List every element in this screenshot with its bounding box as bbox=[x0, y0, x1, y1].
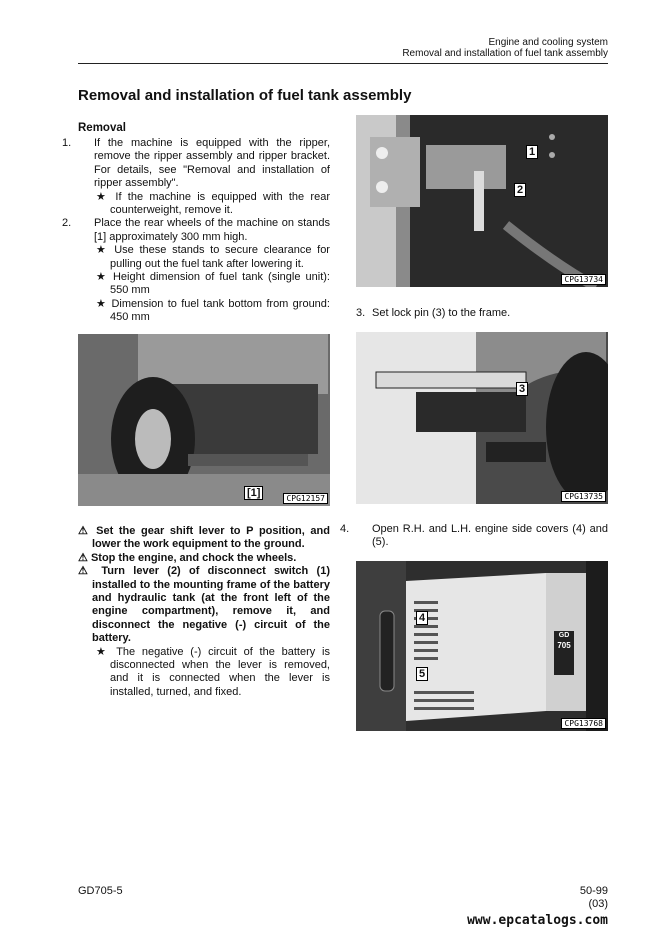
model-badge: GD 705 bbox=[554, 631, 574, 675]
step-list-left bbox=[62, 137, 330, 325]
photo-code: CPG13768 bbox=[561, 718, 606, 729]
warning-list bbox=[78, 525, 330, 699]
warning-3-note: ★ The negative (-) circuit of the battery is disconnected when the lever is removed, and it is connected when the lever is installed, turned, and fixed. bbox=[96, 645, 330, 698]
header-rule bbox=[78, 63, 608, 64]
callout-4: 4 bbox=[416, 611, 428, 625]
warning-icon: ⚠ bbox=[78, 551, 88, 564]
warning-icon: ⚠ bbox=[78, 525, 91, 537]
star-icon: ★ bbox=[96, 297, 108, 310]
step-1: 1. If the machine is equipped with the ripper, remove the ripper assembly and ripper bracket. For details, see "Removal and installation of ripper assembly". bbox=[62, 137, 330, 190]
warning-1: ⚠ Set the gear shift lever to P position, and lower the work equipment to the ground. bbox=[78, 525, 330, 551]
photo-lock-pin bbox=[356, 332, 608, 504]
step-4: 4. Open R.H. and L.H. engine side covers (4) and (5). bbox=[340, 523, 608, 549]
section-heading-removal: Removal bbox=[78, 122, 126, 134]
step-2-note-1: ★ Use these stands to secure clearance for pulling out the fuel tank after lowering it. bbox=[96, 244, 330, 270]
header-chapter: Engine and cooling system bbox=[488, 37, 608, 48]
footer-page: 50-99 bbox=[579, 885, 608, 897]
star-icon: ★ bbox=[96, 645, 110, 658]
callout-3: 3 bbox=[516, 382, 528, 396]
footer-revision: (03) bbox=[588, 898, 608, 910]
lock-pin-illustration bbox=[356, 332, 608, 504]
star-icon: ★ bbox=[96, 244, 109, 257]
photo-machine-on-stands bbox=[78, 334, 330, 506]
photo-code: CPG13735 bbox=[561, 491, 606, 502]
page-title: Removal and installation of fuel tank assembly bbox=[78, 87, 412, 104]
footer-model: GD705-5 bbox=[78, 885, 123, 897]
callout-2: 2 bbox=[514, 183, 526, 197]
warning-3: ⚠ Turn lever (2) of disconnect switch (1) installed to the mounting frame of the battery and hydraulic tank (at the front left of the engine compartment), remove it, and disconnect the negative (-) circuit of the battery. bbox=[78, 565, 330, 645]
star-icon: ★ bbox=[96, 271, 108, 284]
disconnect-switch-illustration bbox=[356, 115, 608, 287]
photo-code: CPG12157 bbox=[283, 493, 328, 504]
header-section: Removal and installation of fuel tank assembly bbox=[402, 48, 608, 59]
warning-2: ⚠ Stop the engine, and chock the wheels. bbox=[78, 551, 297, 564]
step-3: 3. Set lock pin (3) to the frame. bbox=[356, 307, 511, 319]
star-icon: ★ bbox=[96, 190, 110, 203]
step-2-note-2: ★ Height dimension of fuel tank (single unit): 550 mm bbox=[96, 271, 330, 297]
photo-disconnect-switch bbox=[356, 115, 608, 287]
photo-engine-side-covers bbox=[356, 561, 608, 731]
step-1-note: ★ If the machine is equipped with the rear counterweight, remove it. bbox=[96, 190, 330, 217]
callout-stands: [1] bbox=[244, 486, 263, 500]
machine-illustration bbox=[78, 334, 330, 506]
warning-icon: ⚠ bbox=[78, 565, 94, 578]
callout-5: 5 bbox=[416, 667, 428, 681]
photo-code: CPG13734 bbox=[561, 274, 606, 285]
callout-1: 1 bbox=[526, 145, 538, 159]
step-2-note-3: ★ Dimension to fuel tank bottom from ground: 450 mm bbox=[96, 297, 330, 324]
step-2: 2. Place the rear wheels of the machine on stands [1] approximately 300 mm high. bbox=[62, 217, 330, 243]
website-watermark: www.epcatalogs.com bbox=[467, 913, 608, 928]
